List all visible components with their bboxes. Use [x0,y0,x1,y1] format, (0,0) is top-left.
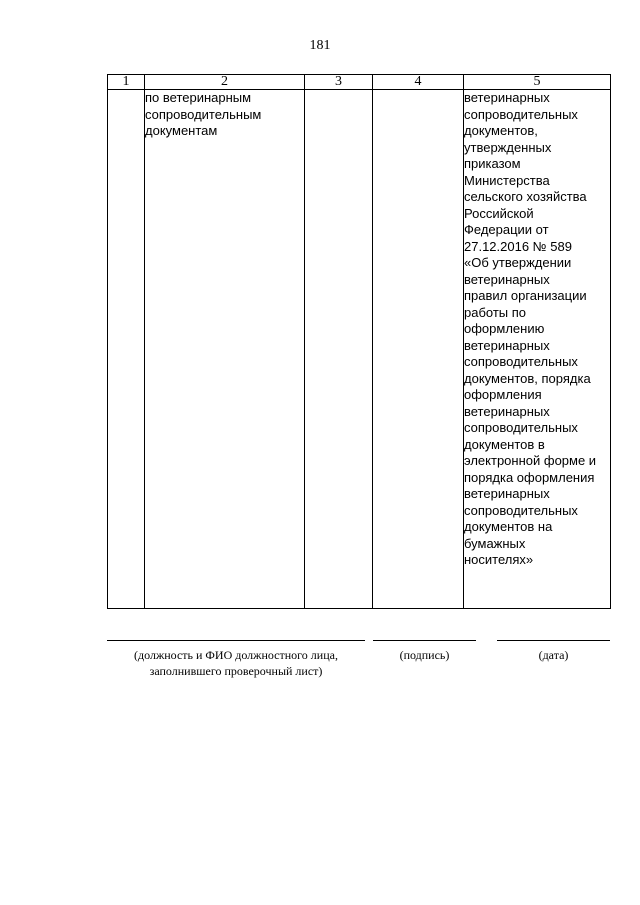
header-col-3: 3 [305,75,373,90]
header-col-5: 5 [464,75,611,90]
page-number: 181 [309,38,331,53]
cell-line: приказом [464,156,521,171]
signature-line [373,640,476,641]
cell-line: правил организации [464,288,587,303]
cell-line: сопроводительных [464,106,578,122]
cell-line: электронной форме и [464,453,597,468]
cell-line: оформлению [464,321,545,336]
checklist-table [107,74,611,609]
cell-col-5 [464,90,611,609]
cell-line: документов, [464,123,538,138]
cell-line: сопроводительных [464,354,578,369]
cell-line: документам [145,123,218,138]
position-caption-line: (должность и ФИО должностного лица, [134,648,338,662]
signature-caption: (подпись) [399,648,450,662]
header-col-2: 2 [145,75,305,90]
cell-line: «Об утверждении [464,255,572,270]
table-row [108,90,611,609]
cell-line: порядка оформления [464,469,595,485]
cell-line: Министерства [464,172,550,188]
position-signature-line [107,640,365,641]
cell-col-4 [373,90,464,609]
cell-line: ветеринарных [464,403,550,419]
position-caption-line: заполнившего проверочный лист) [149,664,323,678]
cell-line: по ветеринарным [145,90,252,105]
cell-col-3 [305,90,373,609]
cell-line: ветеринарных [464,271,550,287]
cell-line: сопроводительным [145,106,262,122]
cell-line: работы по [464,304,527,320]
cell-line: носителях» [464,552,534,567]
cell-line: 27.12.2016 № 589 [464,238,572,254]
cell-line: сопроводительных [464,420,578,435]
cell-col-1 [108,90,145,609]
cell-line: ветеринарных [464,90,550,105]
cell-line: документов, порядка [464,370,591,386]
cell-line: документов в [464,436,545,452]
header-col-1: 1 [108,75,145,90]
date-line [497,640,610,641]
cell-line: ветеринарных [464,337,550,353]
date-caption: (дата) [538,648,569,662]
cell-line: сопроводительных [464,502,578,518]
cell-line: оформления [464,387,542,402]
cell-line: Федерации от [464,222,549,237]
cell-line: утвержденных [464,139,552,155]
cell-line: документов на [464,519,553,534]
cell-line: сельского хозяйства [464,189,587,204]
position-caption [107,647,365,679]
cell-col-2 [145,90,305,609]
cell-line: ветеринарных [464,486,550,501]
cell-line: Российской [464,205,534,221]
signature-block [107,640,610,690]
cell-line: бумажных [464,535,526,551]
table-header-row [108,75,611,90]
header-col-4: 4 [373,75,464,90]
